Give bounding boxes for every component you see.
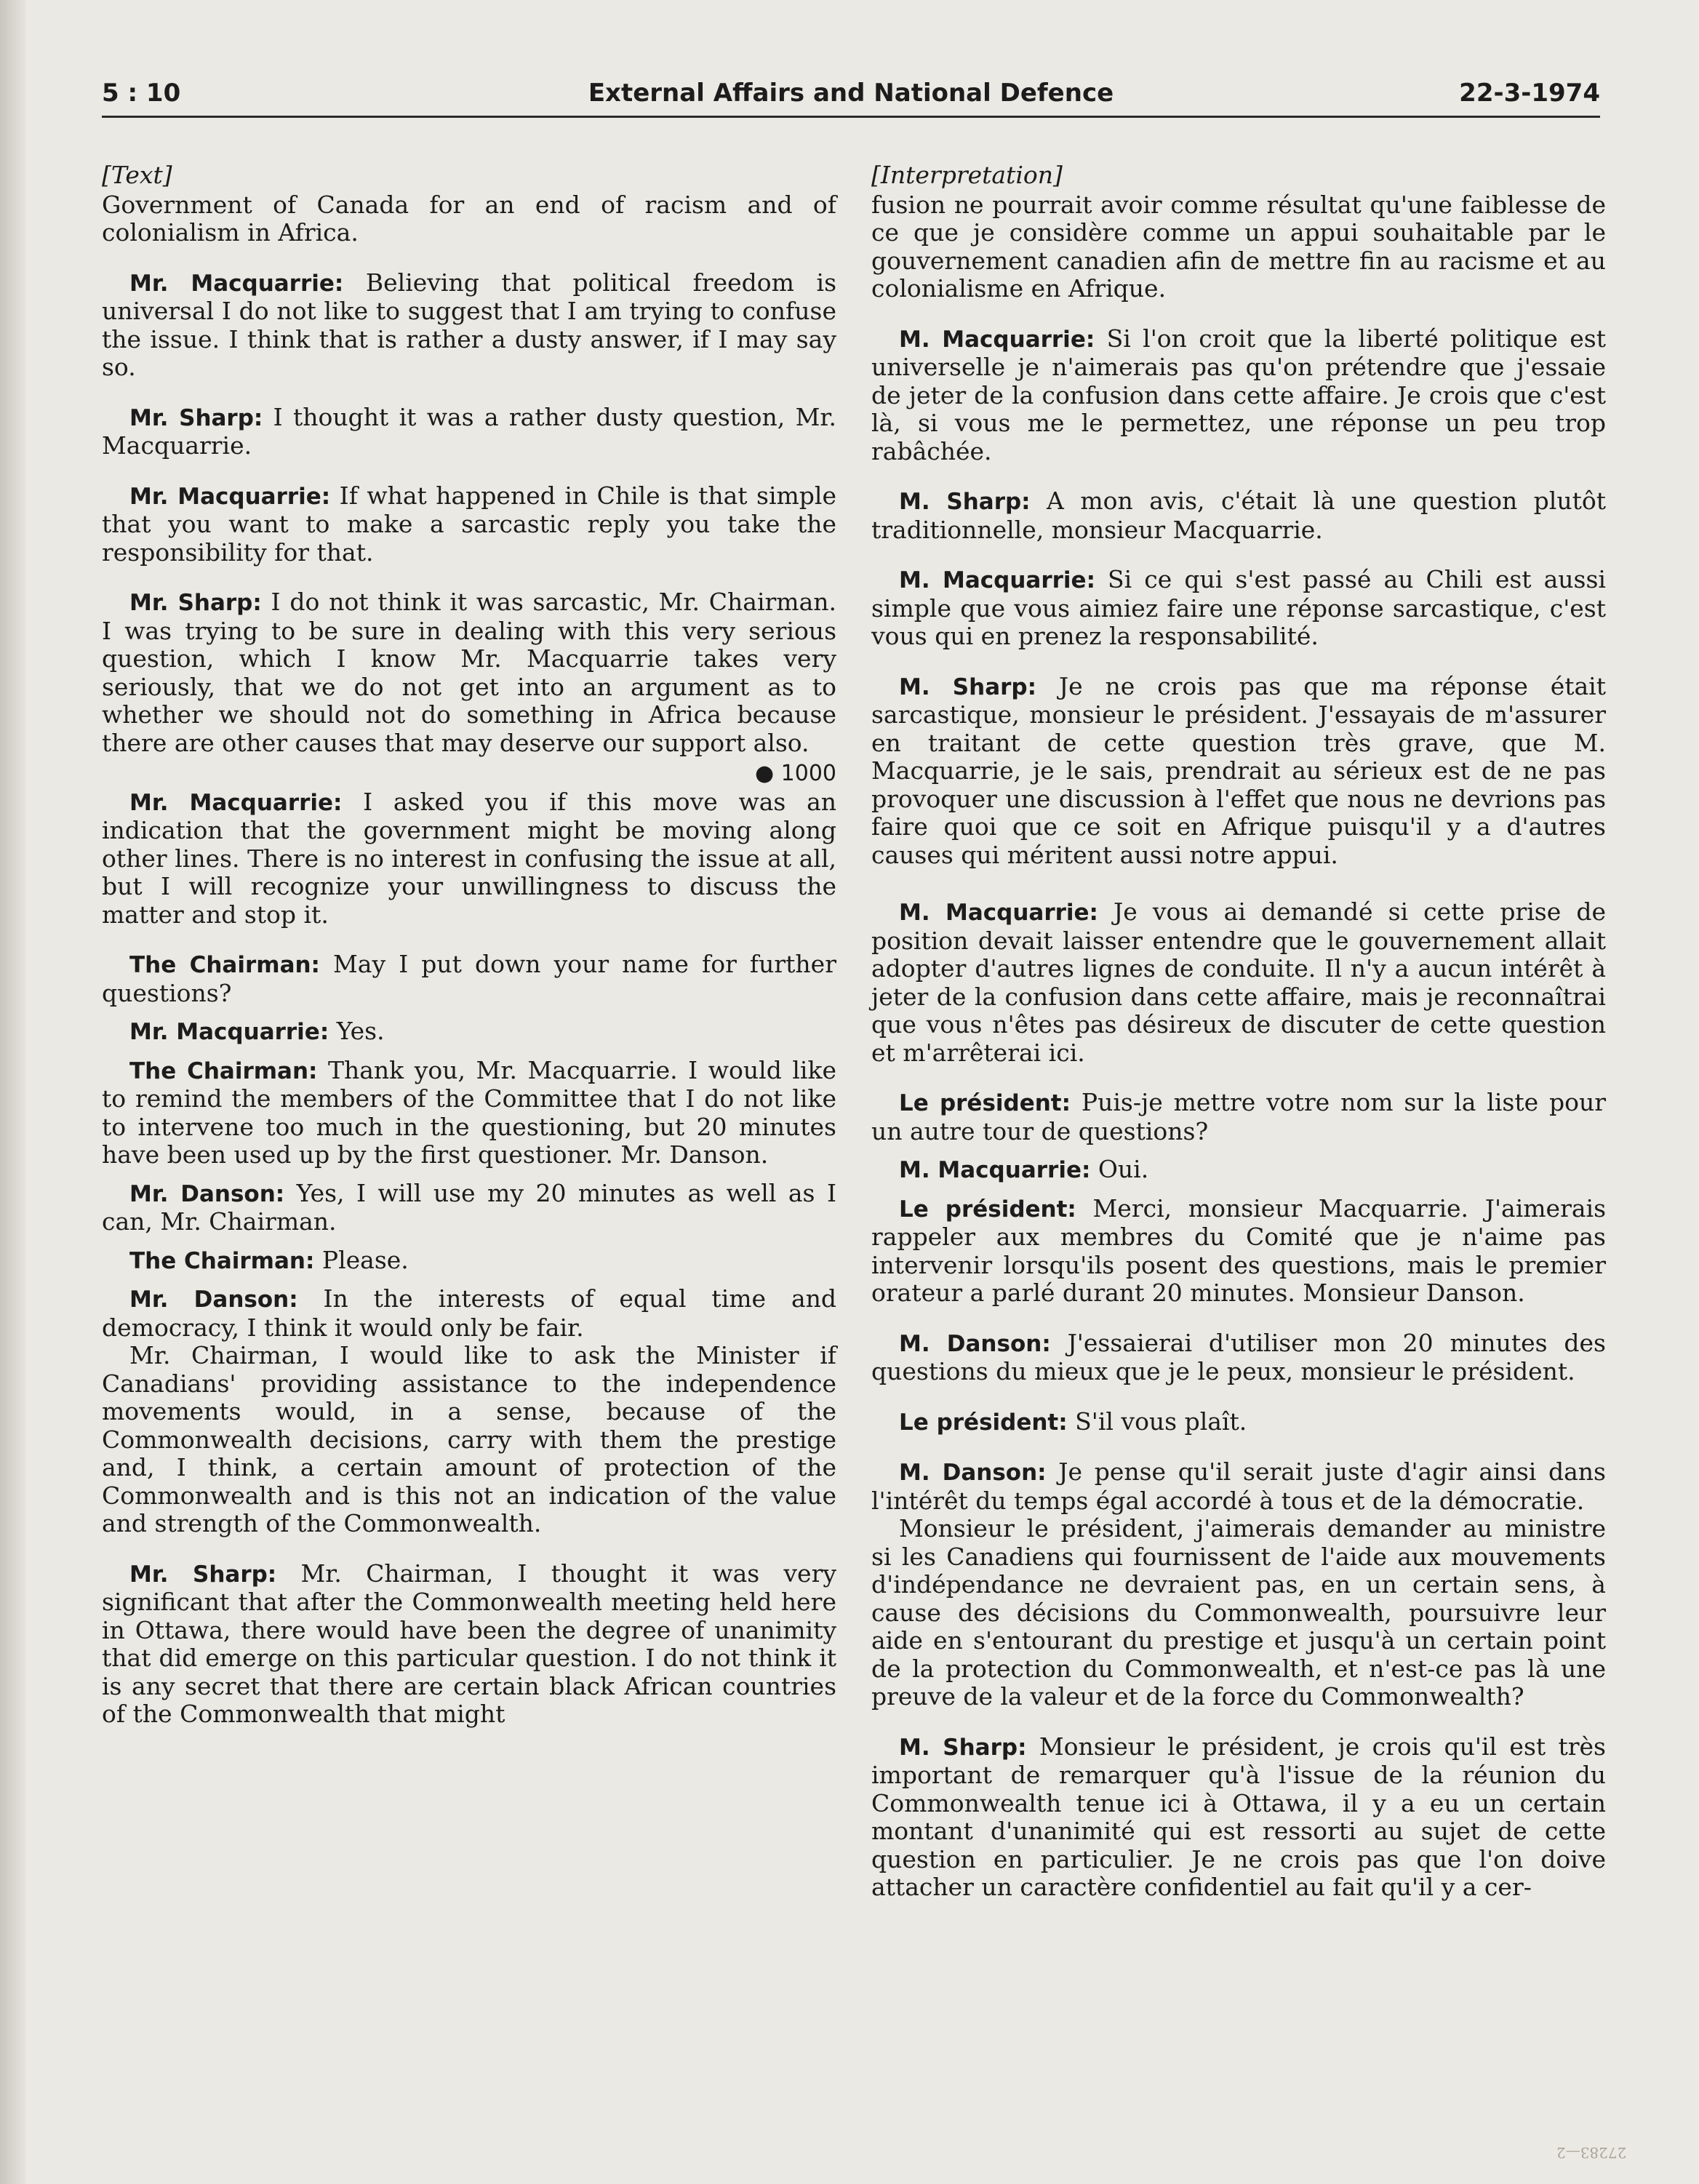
speaker-name: Mr. Macquarrie: (129, 1019, 329, 1045)
paragraph: Mr. Sharp: I do not think it was sarcastic, Mr. Chairman. I was trying to be sure in dealing with this very serious question, which I know Mr. Macquarrie takes very seriously, that we do not get into an argument as to whether we should not do something in Africa because there are other causes that may deserve our support also. (102, 588, 836, 757)
paragraph: M. Macquarrie: Si ce qui s'est passé au Chili est aussi simple que vous aimiez faire une réponse sarcastique, c'est vous qui en prenez la responsabilité. (871, 565, 1606, 650)
page-number: 5 : 10 (102, 79, 181, 108)
paragraph: M. Macquarrie: Si l'on croit que la liberté politique est universelle je n'aimerais pas qu'on prétendre que j'essaie de jeter de la confusion dans cette affaire. Je crois que c'est là, si vous me le permettez, une réponse un peu trop rabâchée. (871, 324, 1607, 465)
speaker-name: M. Sharp: (899, 1734, 1027, 1761)
language-label: [Text] (102, 161, 172, 189)
paragraph: M. Sharp: Je ne crois pas que ma réponse était sarcastique, monsieur le président. J'essayais de m'assurer en traitant de cette question très grave, que M. Macquarrie, je le sais, prendrait au sérieux est de ne pas provoquer une discussion à l'effet que nous ne devrions pas faire quoi que ce soit en Afrique puisqu'il y a d'autres causes qui méritent aussi notre appui. (871, 671, 1607, 869)
paragraph: M. Sharp: Monsieur le président, je crois qu'il est très important de remarquer qu'à l'issue de la réunion du Commonwealth tenue ici à Ottawa, il y a eu un certain montant d'unanimité qui est ressorti au sujet de cette question en particulier. Je ne crois pas que l'on doive attacher un caractère confidentiel au fait qu'il y a cer- (871, 1732, 1606, 1901)
french-column (871, 161, 1606, 2023)
paragraph: Mr. Sharp: I thought it was a rather dusty question, Mr. Macquarrie. (102, 402, 836, 460)
speaker-name: M. Sharp: (899, 489, 1031, 515)
paragraph: Mr. Macquarrie: I asked you if this move was an indication that the government might be moving along other lines. There is no interest in confusing the issue at all, but I will recognize your unwillingness to discuss the matter and stop it. (102, 787, 836, 929)
printer-mark: 27283—2 (1556, 2144, 1627, 2161)
speaker-name: M. Macquarrie: (899, 900, 1098, 926)
paragraph: M. Danson: Je pense qu'il serait juste d'agir ainsi dans l'intérêt du temps égal accordé à tous et de la démocratie. (871, 1457, 1606, 1515)
language-label: [Interpretation] (871, 161, 1063, 189)
paragraph: Monsieur le président, j'aimerais demander au ministre si les Canadiens qui fournissent de l'aide aux mouvements d'indépendance ne devraient pas, en un certain sens, à cause des décisions du Commonwealth, poursuivre leur aide en s'entourant du prestige et jusqu'à un certain point de la protection du Commonwealth, et n'est-ce pas là une preuve de la valeur et de la force du Commonwealth? (871, 1514, 1606, 1711)
paragraph: M. Macquarrie: Je vous ai demandé si cette prise de position devait laisser entendre que le gouvernement allait adopter d'autres lignes de conduite. Il n'y a aucun intérêt à jeter de la confusion dans cette affaire, mais je reconnaîtrai que vous n'êtes pas désireux de discuter de cette question et m'arrêterai ici. (871, 897, 1606, 1067)
speaker-name: Mr. Macquarrie: (129, 483, 331, 510)
speaker-name: M. Macquarrie: (899, 326, 1095, 353)
session-date: 22-3-1974 (1459, 79, 1600, 108)
paragraph: fusion ne pourrait avoir comme résultat qu'une faiblesse de ce que je considère comme un appui souhaitable par le gouvernement canadien afin de mettre fin au racisme et au colonialisme en Afrique. (871, 190, 1606, 303)
running-header (102, 79, 1600, 112)
speaker-name: Mr. Danson: (129, 1180, 285, 1207)
speaker-name: M. Macquarrie: (899, 567, 1095, 593)
paragraph: Mr. Danson: In the interests of equal time and democracy, I think it would only be fair. (102, 1284, 836, 1342)
speaker-name: M. Danson: (899, 1330, 1051, 1357)
paragraph: Le président: S'il vous plaît. (899, 1407, 1247, 1436)
paragraph: Mr. Danson: Yes, I will use my 20 minutes as well as I can, Mr. Chairman. (102, 1178, 836, 1236)
speaker-name: M. Sharp: (899, 673, 1036, 700)
paragraph: Le président: Merci, monsieur Macquarrie. J'aimerais rappeler aux membres du Comité que je n'aime pas intervenir lorsqu'ils posent des questions, mais le premier orateur a parlé durant 20 minutes. Monsieur Danson. (871, 1193, 1607, 1307)
speaker-name: M. Danson: (899, 1460, 1047, 1486)
speaker-name: The Chairman: (129, 1057, 318, 1084)
paragraph: Mr. Chairman, I would like to ask the Minister if Canadians' providing assistance to the independence movements would, in a sense, because of the Commonwealth decisions, carry with them the prestige and, I think, a certain amount of protection of the Commonwealth and is this not an indication of the value and strength of the Commonwealth. (102, 1341, 836, 1537)
speaker-name: Mr. Macquarrie: (129, 270, 344, 297)
speaker-name: Le président: (899, 1409, 1068, 1436)
paragraph: Mr. Macquarrie: If what happened in Chile is that simple that you want to make a sarcastic reply you take the responsibility for that. (102, 481, 837, 567)
publication-title: External Affairs and National Defence (588, 79, 1114, 108)
paragraph: Le président: Puis-je mettre votre nom sur la liste pour un autre tour de questions? (871, 1088, 1606, 1145)
paragraph: M. Sharp: A mon avis, c'était là une question plutôt traditionnelle, monsieur Macquarrie. (871, 487, 1606, 544)
speaker-name: Mr. Sharp: (129, 590, 262, 616)
paragraph: The Chairman: May I put down your name for further questions? (102, 950, 836, 1007)
paragraph: M. Macquarrie: Oui. (899, 1155, 1149, 1183)
binding-gutter (0, 0, 26, 2184)
paragraph: M. Danson: J'essaierai d'utiliser mon 20 minutes des questions du mieux que je le peux, monsieur le président. (871, 1328, 1606, 1385)
paragraph: Mr. Macquarrie: Believing that political freedom is universal I do not like to suggest that I am trying to confuse the issue. I think that is rather a dusty answer, if I may say so. (102, 268, 837, 381)
speaker-name: Mr. Danson: (129, 1287, 298, 1313)
speaker-name: The Chairman: (129, 952, 320, 978)
time-marker: ● 1000 (754, 761, 836, 786)
speaker-name: Le président: (899, 1196, 1076, 1223)
speaker-name: Mr. Sharp: (129, 1561, 277, 1588)
paragraph: Mr. Macquarrie: Yes. (129, 1017, 385, 1045)
speaker-name: Le président: (899, 1090, 1071, 1116)
header-rule (102, 116, 1600, 118)
speaker-name: Mr. Macquarrie: (129, 789, 343, 816)
speaker-name: Mr. Sharp: (129, 404, 263, 431)
english-column (102, 161, 836, 2023)
speaker-name: The Chairman: (129, 1247, 315, 1274)
paragraph: Mr. Sharp: Mr. Chairman, I thought it was very significant that after the Commonwealth meeting held here in Ottawa, there would have been the degree of unanimity that did emerge on this particular question. I do not think it is any secret that there are certain black African countries of the Commonwealth that might (102, 1559, 836, 1728)
paragraph: The Chairman: Please. (129, 1245, 409, 1274)
speaker-name: M. Macquarrie: (899, 1157, 1091, 1183)
paragraph: Government of Canada for an end of racism and of colonialism in Africa. (102, 190, 836, 247)
paragraph: The Chairman: Thank you, Mr. Macquarrie. I would like to remind the members of the Committee that I do not like to intervene too much in the questioning, but 20 minutes have been used up by the first questioner. Mr. Danson. (102, 1055, 836, 1169)
